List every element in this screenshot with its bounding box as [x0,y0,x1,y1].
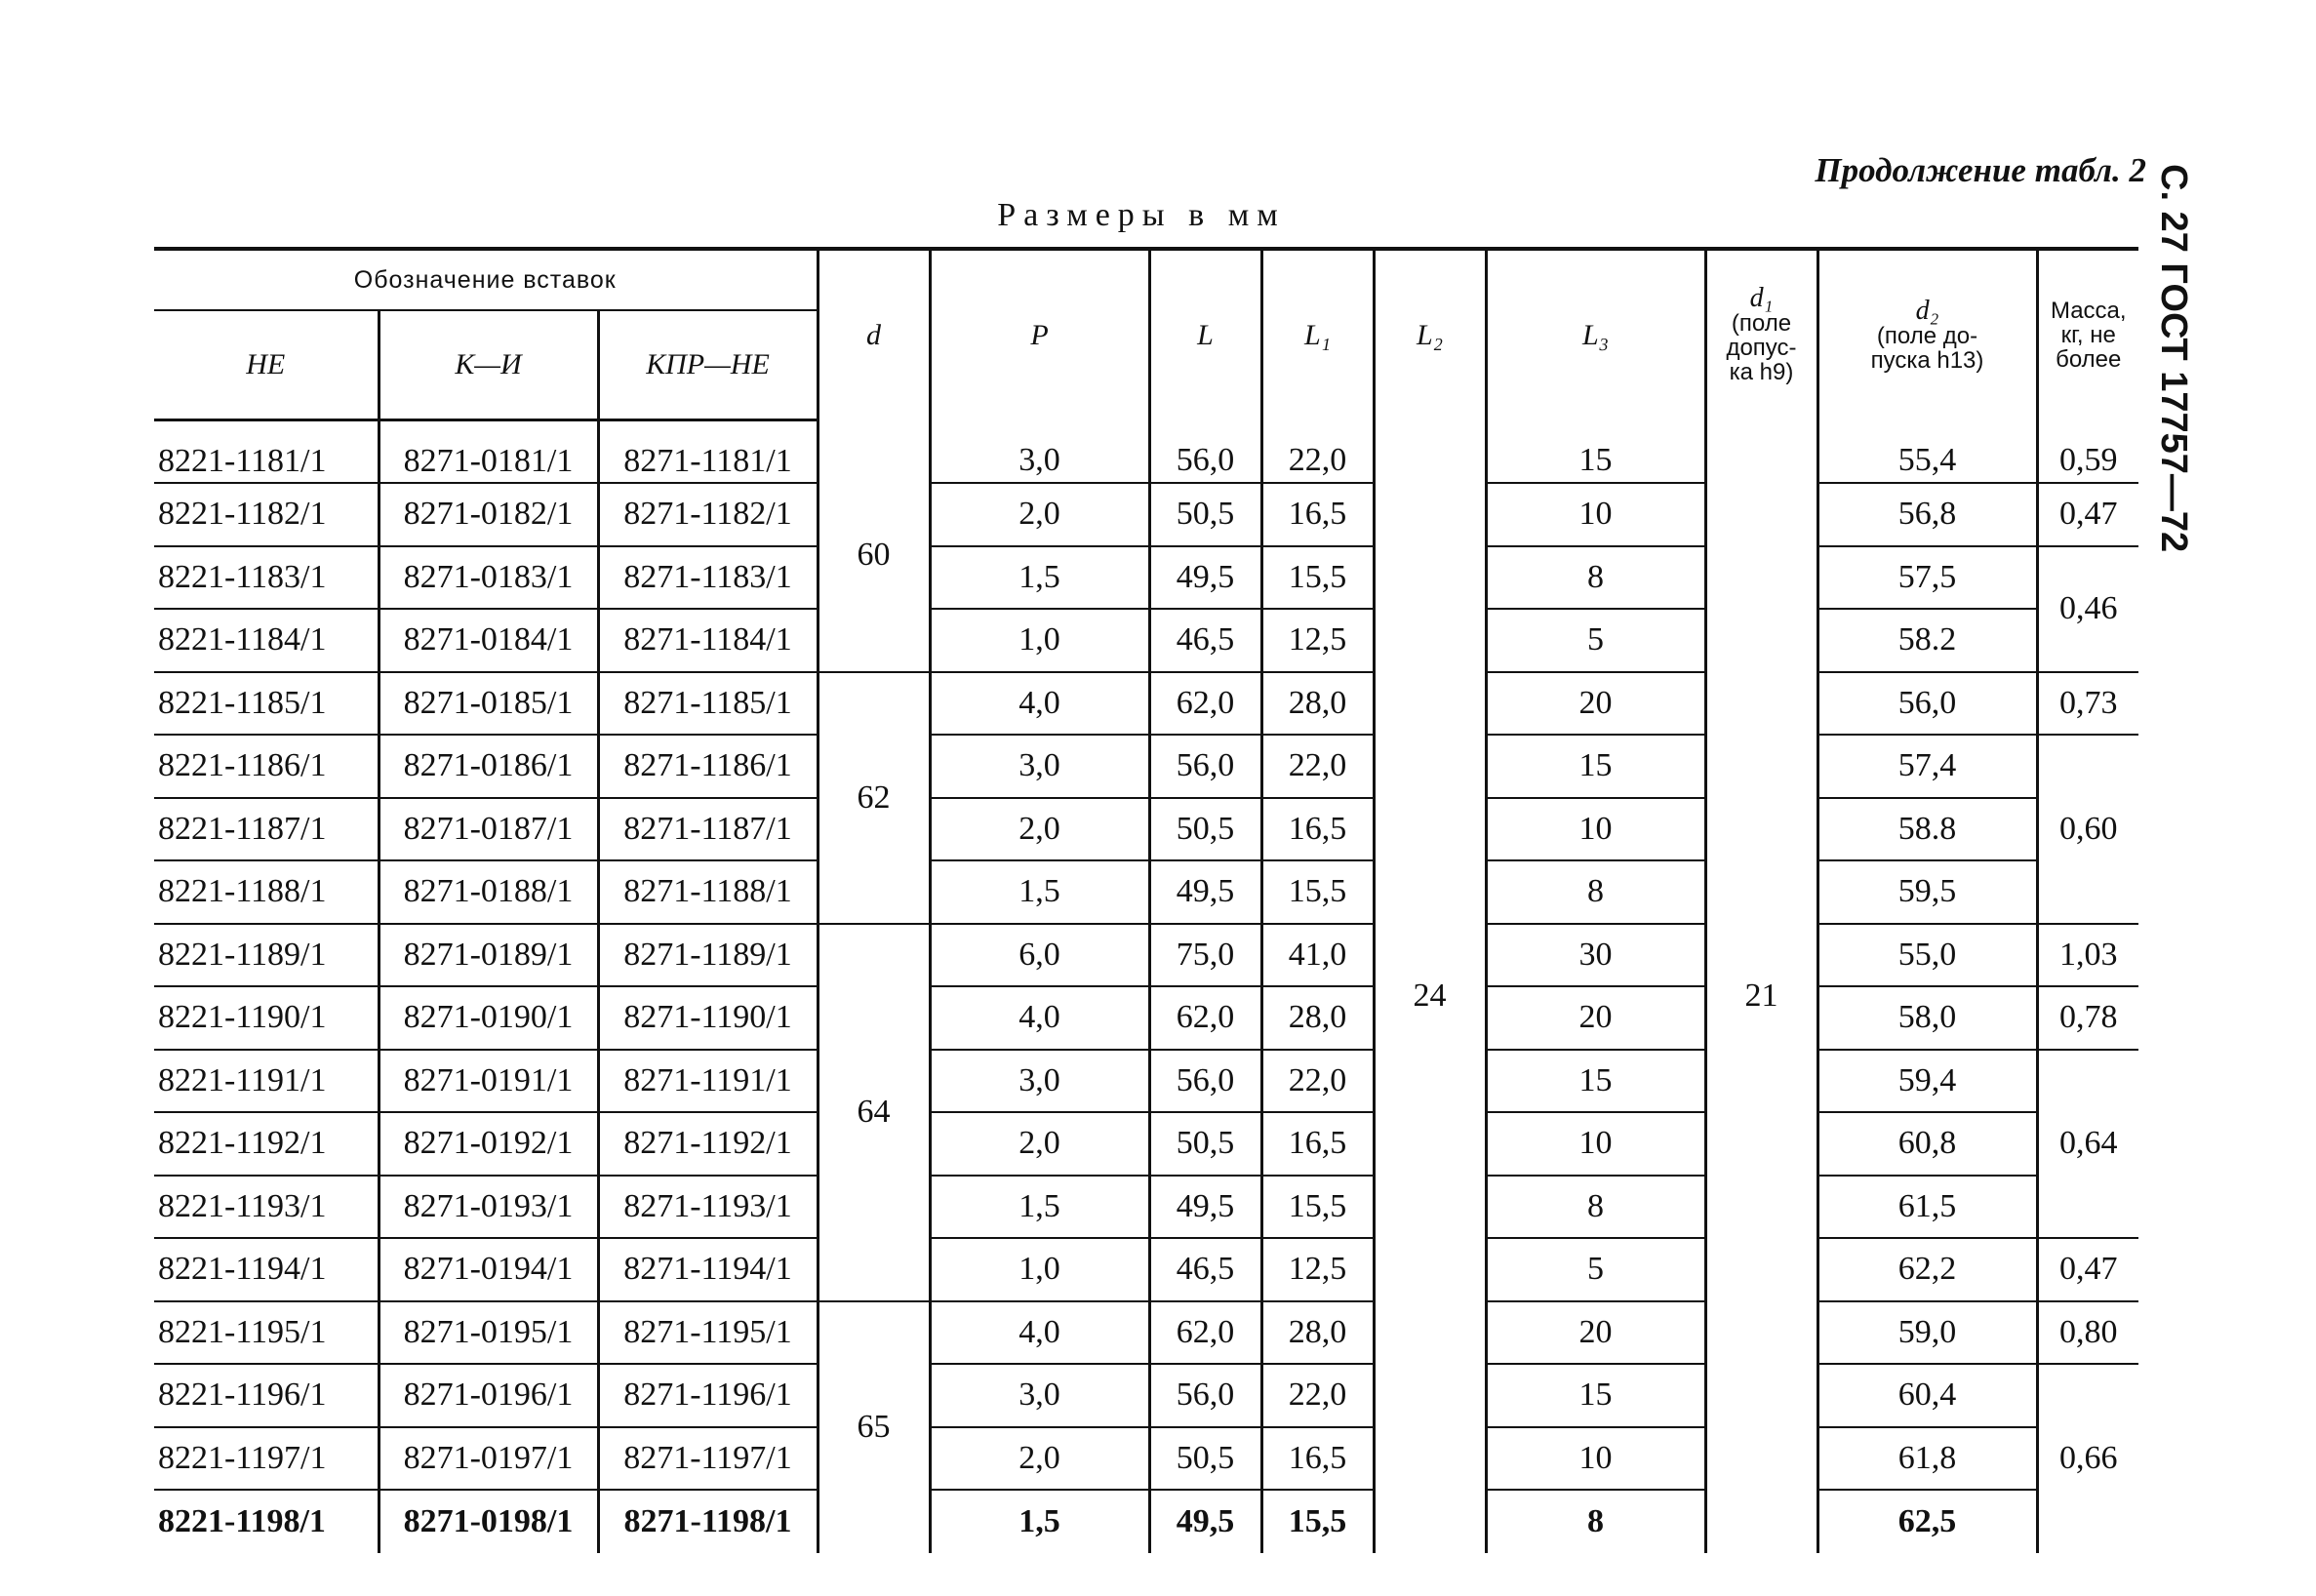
cell-l3: 20 [1486,672,1705,736]
header-ki: К—И [379,310,598,420]
cell-p: 6,0 [930,924,1149,987]
cell-l: 46,5 [1149,1238,1261,1301]
page-side-label: С. 27 ГОСТ 17757—72 [2153,164,2194,553]
cell-mass: 0,47 [2037,483,2138,546]
cell-d2: 55,4 [1817,420,2037,484]
cell-p: 2,0 [930,483,1149,546]
cell-l3: 10 [1486,1427,1705,1491]
cell-kprne: 8271-1186/1 [598,735,818,798]
table-row [154,860,2138,924]
cell-l1: 28,0 [1261,1301,1374,1365]
cell-kprne: 8271-1192/1 [598,1112,818,1176]
cell-l3: 20 [1486,986,1705,1050]
cell-l: 56,0 [1149,1050,1261,1113]
cell-l: 56,0 [1149,1364,1261,1427]
cell-ne: 8221-1188/1 [154,860,379,924]
cell-l3: 15 [1486,735,1705,798]
header-p: P [930,249,1149,420]
table-row [154,1490,2138,1553]
cell-ki: 8271-0197/1 [379,1427,598,1491]
cell-l3: 8 [1486,860,1705,924]
cell-ne: 8221-1183/1 [154,546,379,610]
table-row [154,420,2138,484]
cell-kprne: 8271-1198/1 [598,1490,818,1553]
cell-l3: 30 [1486,924,1705,987]
cell-ne: 8221-1190/1 [154,986,379,1050]
cell-l: 50,5 [1149,483,1261,546]
cell-l2: 24 [1374,420,1486,1553]
cell-l1: 22,0 [1261,1364,1374,1427]
cell-d2: 59,0 [1817,1301,2037,1365]
cell-l3: 10 [1486,1112,1705,1176]
cell-p: 4,0 [930,986,1149,1050]
cell-d2: 60,4 [1817,1364,2037,1427]
cell-kprne: 8271-1194/1 [598,1238,818,1301]
cell-p: 1,5 [930,1176,1149,1239]
cell-l1: 16,5 [1261,483,1374,546]
header-d1 [1705,249,1817,420]
cell-d2: 61,8 [1817,1427,2037,1491]
cell-l3: 5 [1486,1238,1705,1301]
cell-kprne: 8271-1185/1 [598,672,818,736]
cell-kprne: 8271-1187/1 [598,798,818,861]
header-l: L [1149,249,1261,420]
cell-ne: 8221-1197/1 [154,1427,379,1491]
cell-l: 49,5 [1149,860,1261,924]
cell-p: 3,0 [930,1050,1149,1113]
cell-ki: 8271-0191/1 [379,1050,598,1113]
table-row [154,1427,2138,1491]
cell-p: 4,0 [930,1301,1149,1365]
header-kprne: КПР—НЕ [598,310,818,420]
cell-ki: 8271-0187/1 [379,798,598,861]
cell-d2: 58.8 [1817,798,2037,861]
cell-ki: 8271-0192/1 [379,1112,598,1176]
header-mass [2037,249,2138,420]
cell-l: 62,0 [1149,672,1261,736]
cell-ki: 8271-0190/1 [379,986,598,1050]
cell-p: 1,0 [930,609,1149,672]
cell-l: 62,0 [1149,1301,1261,1365]
cell-kprne: 8271-1197/1 [598,1427,818,1491]
cell-p: 2,0 [930,1427,1149,1491]
cell-p: 4,0 [930,672,1149,736]
cell-kprne: 8271-1191/1 [598,1050,818,1113]
cell-kprne: 8271-1184/1 [598,609,818,672]
cell-l1: 41,0 [1261,924,1374,987]
header-d2-note-2: пуска h13) [1870,346,1984,374]
cell-mass: 0,59 [2037,420,2138,484]
cell-p: 3,0 [930,1364,1149,1427]
cell-d2: 57,5 [1817,546,2037,610]
header-l3: L₃ [1486,249,1705,420]
cell-ne: 8221-1182/1 [154,483,379,546]
cell-ki: 8271-0189/1 [379,924,598,987]
cell-ki: 8271-0198/1 [379,1490,598,1553]
cell-kprne: 8271-1189/1 [598,924,818,987]
cell-ne: 8221-1192/1 [154,1112,379,1176]
cell-l1: 12,5 [1261,609,1374,672]
cell-ne: 8221-1184/1 [154,609,379,672]
cell-mass: 0,64 [2037,1050,2138,1239]
cell-l: 50,5 [1149,1427,1261,1491]
cell-l1: 12,5 [1261,1238,1374,1301]
cell-l3: 8 [1486,1176,1705,1239]
header-l1: L₁ [1261,249,1374,420]
cell-ki: 8271-0196/1 [379,1364,598,1427]
cell-ki: 8271-0184/1 [379,609,598,672]
cell-kprne: 8271-1181/1 [598,420,818,484]
cell-d2: 59,5 [1817,860,2037,924]
cell-l1: 15,5 [1261,546,1374,610]
table-row [154,672,2138,736]
table-row [154,1050,2138,1113]
header-d2 [1817,249,2037,420]
cell-mass: 0,46 [2037,546,2138,672]
header-d1-note-2: допус- [1726,335,1797,362]
cell-p: 2,0 [930,798,1149,861]
cell-mass: 0,80 [2037,1301,2138,1365]
cell-kprne: 8271-1182/1 [598,483,818,546]
cell-l: 46,5 [1149,609,1261,672]
cell-ne: 8221-1198/1 [158,1502,326,1539]
cell-d2: 55,0 [1817,924,2037,987]
cell-ne: 8221-1195/1 [154,1301,379,1365]
cell-ki: 8271-0193/1 [379,1176,598,1239]
cell-p: 3,0 [930,420,1149,484]
table-row [154,1238,2138,1301]
cell-d1: 21 [1705,420,1817,1553]
header-d1-note-1: (поле [1731,310,1792,338]
cell-kprne: 8271-1183/1 [598,546,818,610]
cell-l1: 22,0 [1261,420,1374,484]
cell-l1: 15,5 [1261,1176,1374,1239]
cell-mass: 0,78 [2037,986,2138,1050]
table-row [154,986,2138,1050]
cell-l1: 15,5 [1261,1490,1374,1553]
cell-mass: 0,47 [2037,1238,2138,1301]
table-row [154,483,2138,546]
cell-ne: 8221-1181/1 [154,420,379,484]
cell-l1: 16,5 [1261,798,1374,861]
cell-ne: 8221-1193/1 [154,1176,379,1239]
cell-ki: 8271-0188/1 [379,860,598,924]
cell-l1: 16,5 [1261,1112,1374,1176]
inserts-table [154,247,2138,1553]
cell-mass: 0,66 [2037,1364,2138,1553]
cell-ki: 8271-0185/1 [379,672,598,736]
table-row [154,1301,2138,1365]
cell-ne: 8221-1185/1 [154,672,379,736]
header-mass-line-2: кг, не [2060,322,2116,349]
cell-ne: 8221-1189/1 [154,924,379,987]
header-mass-line-3: более [2056,346,2122,374]
cell-p: 3,0 [930,735,1149,798]
cell-d: 65 [818,1301,930,1553]
cell-ne: 8221-1194/1 [154,1238,379,1301]
cell-l: 49,5 [1149,546,1261,610]
cell-mass: 1,03 [2037,924,2138,987]
cell-d2: 58.2 [1817,609,2037,672]
table-row [154,546,2138,610]
header-d: d [818,249,930,420]
cell-l3: 10 [1486,798,1705,861]
cell-l3: 8 [1486,1490,1705,1553]
cell-p: 1,0 [930,1238,1149,1301]
header-l2: L₂ [1374,249,1486,420]
cell-l1: 22,0 [1261,1050,1374,1113]
header-d1-note-3: ка h9) [1729,359,1794,386]
cell-ne: 8221-1191/1 [154,1050,379,1113]
cell-d: 62 [818,672,930,924]
cell-kprne: 8271-1196/1 [598,1364,818,1427]
table-row [154,1176,2138,1239]
cell-kprne: 8271-1195/1 [598,1301,818,1365]
cell-l1: 28,0 [1261,986,1374,1050]
cell-d2: 61,5 [1817,1176,2037,1239]
header-ne: НЕ [154,310,379,420]
cell-ki: 8271-0195/1 [379,1301,598,1365]
table-row [154,1112,2138,1176]
designation-group-header: Обозначение вставок [154,249,818,310]
cell-ne: 8221-1186/1 [154,735,379,798]
cell-d2: 62,5 [1817,1490,2037,1553]
cell-l1: 16,5 [1261,1427,1374,1491]
header-mass-line-1: Масса, [2050,298,2127,325]
cell-kprne: 8271-1193/1 [598,1176,818,1239]
cell-kprne: 8271-1188/1 [598,860,818,924]
cell-p: 1,5 [930,1490,1149,1553]
cell-ki: 8271-0194/1 [379,1238,598,1301]
cell-l3: 15 [1486,420,1705,484]
cell-l: 56,0 [1149,735,1261,798]
cell-ne: 8221-1196/1 [154,1364,379,1427]
cell-ki: 8271-0186/1 [379,735,598,798]
cell-d2: 62,2 [1817,1238,2037,1301]
cell-mass: 0,60 [2037,735,2138,924]
cell-p: 1,5 [930,546,1149,610]
cell-p: 2,0 [930,1112,1149,1176]
cell-ki: 8271-0183/1 [379,546,598,610]
dimensions-caption: Размеры в мм [997,197,1286,233]
header-d2-symbol: d₂ [1915,295,1939,326]
cell-l1: 28,0 [1261,672,1374,736]
continuation-title: Продолжение табл. 2 [1815,151,2146,189]
cell-d2: 57,4 [1817,735,2037,798]
cell-l3: 20 [1486,1301,1705,1365]
cell-mass: 0,73 [2037,672,2138,736]
cell-l: 49,5 [1149,1176,1261,1239]
cell-d2: 60,8 [1817,1112,2037,1176]
cell-ki: 8271-0181/1 [379,420,598,484]
cell-ne: 8221-1187/1 [154,798,379,861]
cell-d: 60 [818,420,930,672]
cell-ki: 8271-0182/1 [379,483,598,546]
cell-l: 75,0 [1149,924,1261,987]
cell-l: 49,5 [1149,1490,1261,1553]
cell-d: 64 [818,924,930,1301]
cell-l1: 22,0 [1261,735,1374,798]
table-row [154,798,2138,861]
cell-d2: 58,0 [1817,986,2037,1050]
cell-l: 56,0 [1149,420,1261,484]
cell-kprne: 8271-1190/1 [598,986,818,1050]
cell-l: 50,5 [1149,798,1261,861]
table-row [154,1364,2138,1427]
cell-p: 1,5 [930,860,1149,924]
cell-d2: 56,8 [1817,483,2037,546]
cell-l3: 10 [1486,483,1705,546]
cell-l: 62,0 [1149,986,1261,1050]
cell-d2: 59,4 [1817,1050,2037,1113]
table-row [154,735,2138,798]
header-d1-symbol: d₁ [1749,283,1774,314]
cell-l3: 5 [1486,609,1705,672]
table-row [154,924,2138,987]
cell-l3: 8 [1486,546,1705,610]
header-d2-note-1: (поле до- [1876,322,1978,349]
cell-l1: 15,5 [1261,860,1374,924]
table-row [154,609,2138,672]
cell-l3: 15 [1486,1050,1705,1113]
cell-l3: 15 [1486,1364,1705,1427]
cell-d2: 56,0 [1817,672,2037,736]
cell-l: 50,5 [1149,1112,1261,1176]
